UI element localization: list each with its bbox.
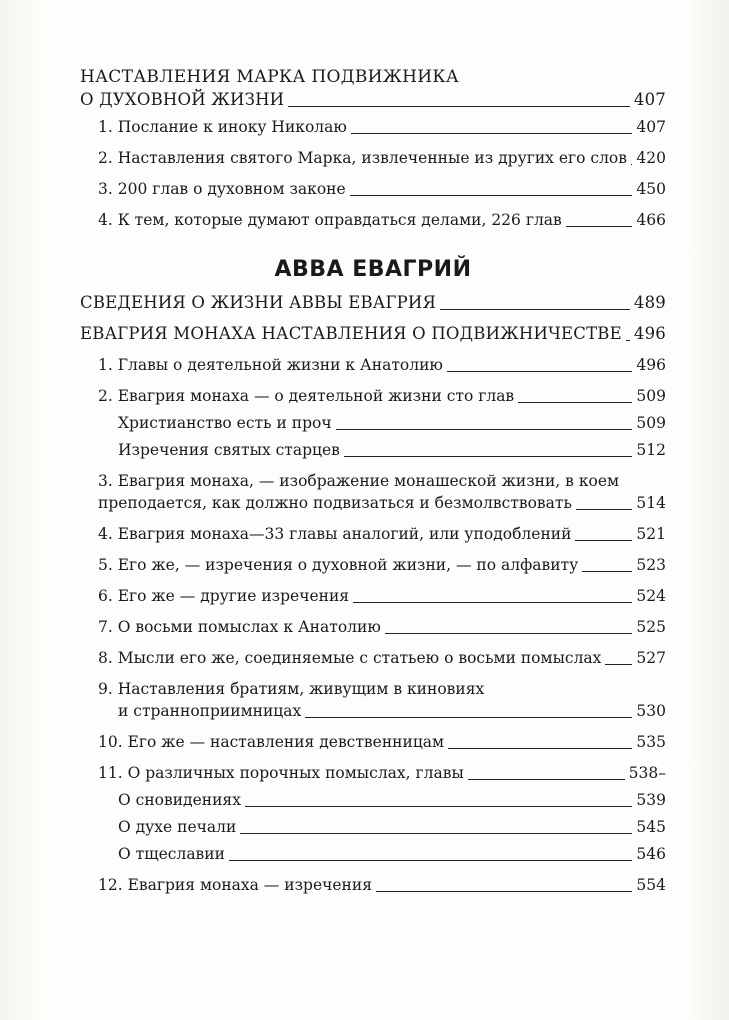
toc-entry-label-line2: преподается, как должно подвизаться и безмолвствовать — [98, 494, 572, 512]
toc-entry[interactable] — [80, 616, 666, 638]
toc-entry[interactable] — [80, 585, 666, 607]
leader-line — [229, 860, 632, 861]
toc-entry-label: ЕВАГРИЯ МОНАХА НАСТАВЛЕНИЯ О ПОДВИЖНИЧЕСТВЕ — [80, 324, 622, 343]
toc-page-number: 496 — [636, 356, 666, 374]
toc-entry[interactable] — [80, 116, 666, 138]
toc-page-number: 524 — [636, 587, 666, 605]
toc-subentry[interactable] — [80, 412, 666, 434]
leader-line — [468, 779, 625, 780]
toc-page-number: 525 — [636, 618, 666, 636]
toc-entry[interactable] — [80, 385, 666, 407]
toc-subentry[interactable] — [80, 843, 666, 865]
toc-page-number: 535 — [636, 733, 666, 751]
toc-entry[interactable] — [80, 354, 666, 376]
toc-page-number: 496 — [633, 324, 666, 343]
toc-page-number: 450 — [636, 180, 666, 198]
toc-entry-label: 1. Главы о деятельной жизни к Анатолию — [98, 356, 443, 374]
toc-entry[interactable] — [80, 178, 666, 200]
toc-entry-label: 2. Наставления святого Марка, извлеченные из других его слов — [98, 149, 627, 167]
leader-line — [518, 402, 632, 403]
toc-entry-line2 — [98, 492, 666, 514]
toc-page-number: 420 — [636, 149, 666, 167]
leader-line — [351, 133, 633, 134]
section-title-mark: НАСТАВЛЕНИЯ МАРКА ПОДВИЖНИКА — [80, 67, 460, 87]
toc-entry-label: 7. О восьми помыслах к Анатолию — [98, 618, 381, 636]
leader-line — [575, 540, 632, 541]
leader-line — [245, 806, 632, 807]
toc-entry[interactable] — [80, 874, 666, 896]
toc-page-number: 407 — [633, 90, 666, 109]
leader-line — [631, 164, 632, 165]
toc-entry[interactable] — [80, 147, 666, 169]
toc-entry-label: 1. Послание к иноку Николаю — [98, 118, 347, 136]
toc-page-number: 545 — [636, 818, 666, 836]
toc-entry-label: СВЕДЕНИЯ О ЖИЗНИ АВВЫ ЕВАГРИЯ — [80, 293, 437, 312]
toc-entry-label: О ДУХОВНОЙ ЖИЗНИ — [80, 90, 285, 109]
leader-line — [376, 891, 632, 892]
toc-page-number: 509 — [636, 414, 666, 432]
leader-line — [353, 602, 632, 603]
toc-entry-label: Христианство есть и проч — [118, 414, 332, 432]
toc-page-number: 407 — [636, 118, 666, 136]
leader-line — [336, 429, 633, 430]
toc-entry-mark-title[interactable] — [80, 89, 666, 111]
toc-page-number: 539 — [636, 791, 666, 809]
toc-entry-label: О сновидениях — [118, 791, 241, 809]
toc-entry[interactable] — [80, 554, 666, 576]
toc-page-number: 521 — [636, 525, 666, 543]
toc-entry-label: 11. О различных порочных помыслах, главы — [98, 764, 464, 782]
toc-page-number: 512 — [636, 441, 666, 459]
toc-entry-label: 12. Евагрия монаха — изречения — [98, 876, 372, 894]
toc-page-number: 514 — [636, 494, 666, 512]
toc-page-number: 530 — [636, 702, 666, 720]
toc-entry[interactable] — [80, 731, 666, 753]
toc-subentry[interactable] — [80, 789, 666, 811]
toc-entry-instructions[interactable] — [80, 323, 666, 345]
toc-entry-label-line1: 3. Евагрия монаха, — изображение монашеской жизни, в коем — [98, 472, 620, 490]
author-heading: АВВА ЕВАГРИЙ — [274, 257, 472, 282]
toc-entry-life[interactable] — [80, 292, 666, 314]
toc-entry-label: 5. Его же, — изречения о духовной жизни, — по алфавиту — [98, 556, 579, 574]
toc-page-number: 509 — [636, 387, 666, 405]
toc-entry-label: Изречения святых старцев — [118, 441, 340, 459]
toc-entry-label: О тщеславии — [118, 845, 225, 863]
toc-entry-label: 4. К тем, которые думают оправдаться делами, 226 глав — [98, 211, 562, 229]
table-of-contents — [80, 66, 666, 896]
leader-line — [566, 226, 633, 227]
leader-line — [350, 195, 633, 196]
toc-page-number: 527 — [636, 649, 666, 667]
leader-line — [385, 633, 633, 634]
toc-page-number: 546 — [636, 845, 666, 863]
toc-subentry[interactable] — [80, 816, 666, 838]
toc-entry[interactable] — [80, 523, 666, 545]
leader-line — [626, 340, 630, 341]
toc-page-number: 489 — [633, 293, 666, 312]
toc-entry-line2 — [98, 700, 666, 722]
leader-line — [305, 717, 632, 718]
toc-subentry[interactable] — [80, 439, 666, 461]
leader-line — [605, 664, 632, 665]
toc-entry-label-line1: 9. Наставления братиям, живущим в киновиях — [98, 680, 485, 698]
toc-page-number: 523 — [636, 556, 666, 574]
leader-line — [576, 509, 633, 510]
toc-entry[interactable] — [80, 762, 666, 784]
toc-page-number: 466 — [636, 211, 666, 229]
toc-entry-label: 6. Его же — другие изречения — [98, 587, 350, 605]
toc-entry-label: 8. Мысли его же, соединяемые с статьею о восьми помыслах — [98, 649, 602, 667]
leader-line — [582, 571, 632, 572]
toc-entry-multiline[interactable] — [80, 470, 666, 514]
leader-line — [440, 309, 630, 310]
toc-entry-label-line2: и странноприимницах — [118, 702, 302, 720]
leader-line — [288, 106, 630, 107]
toc-entry-multiline[interactable] — [80, 678, 666, 722]
leader-line — [448, 748, 632, 749]
leader-line — [344, 456, 633, 457]
toc-entry-label: 3. 200 глав о духовном законе — [98, 180, 346, 198]
toc-page-number: 538– — [628, 764, 666, 782]
toc-entry-label: 4. Евагрия монаха—33 главы аналогий, или уподоблений — [98, 525, 572, 543]
toc-entry-label: 2. Евагрия монаха — о деятельной жизни сто глав — [98, 387, 515, 405]
toc-page-number: 554 — [636, 876, 666, 894]
leader-line — [240, 833, 632, 834]
toc-entry-label: О духе печали — [118, 818, 237, 836]
toc-entry-label: 10. Его же — наставления девственницам — [98, 733, 445, 751]
toc-entry[interactable] — [80, 209, 666, 231]
toc-entry[interactable] — [80, 647, 666, 669]
leader-line — [447, 371, 633, 372]
